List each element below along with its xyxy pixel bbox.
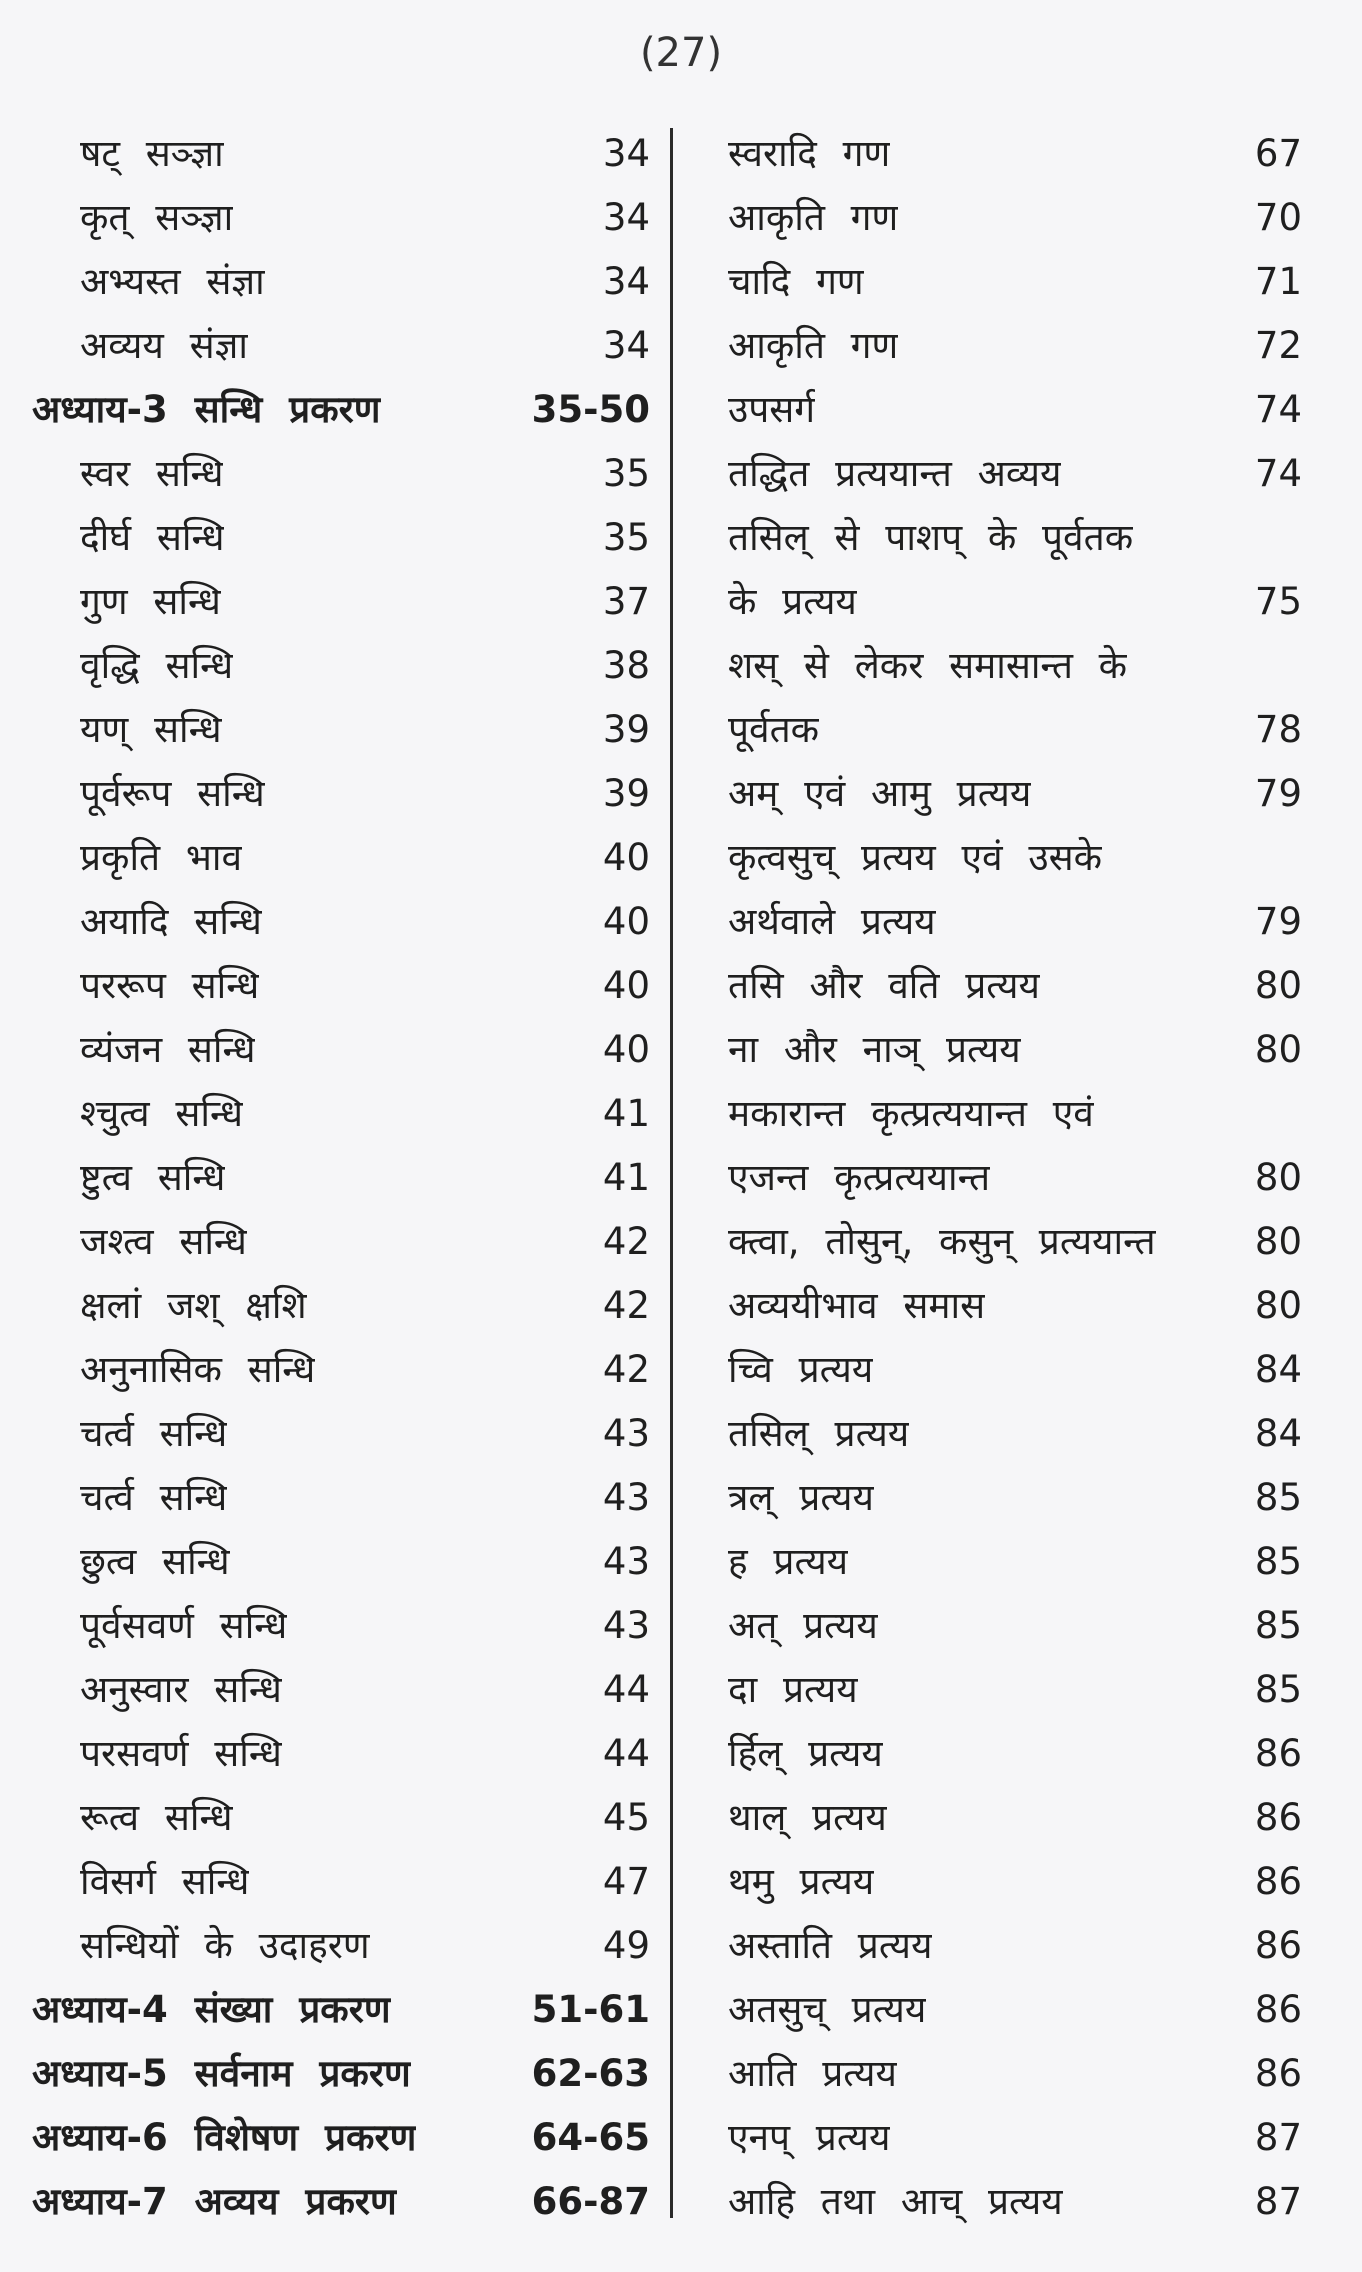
toc-entry-title: मकारान्त कृत्प्रत्ययान्त एवं (728, 1092, 1094, 1135)
toc-entry-row (32, 634, 650, 698)
toc-entry-title: ह प्रत्यय (728, 1540, 849, 1583)
toc-entry-row (32, 122, 650, 186)
toc-page-number: 80 (1254, 1220, 1302, 1263)
toc-entry-title: र्हिल् प्रत्यय (728, 1732, 883, 1775)
toc-entry-row (728, 1466, 1302, 1530)
toc-chapter-row (32, 2042, 650, 2106)
toc-entry-row (32, 1274, 650, 1338)
toc-entry-title: आकृति गण (728, 196, 899, 239)
toc-page-number: 42 (602, 1220, 650, 1263)
toc-entry-row (728, 1722, 1302, 1786)
toc-entry-row (32, 1082, 650, 1146)
toc-entry-title: अध्याय-4 संख्या प्रकरण (32, 1988, 391, 2031)
toc-page-number: 34 (602, 132, 650, 175)
toc-entry-title: अत् प्रत्यय (728, 1604, 878, 1647)
toc-entry-title: उपसर्ग (728, 388, 816, 431)
toc-entry-title: अध्याय-6 विशेषण प्रकरण (32, 2116, 417, 2159)
toc-entry-title: अम् एवं आमु प्रत्यय (728, 772, 1032, 815)
toc-entry-title: के प्रत्यय (728, 580, 857, 623)
toc-page-number: 87 (1254, 2116, 1302, 2159)
toc-entry-title: पूर्वतक (728, 708, 820, 751)
toc-page-number: 72 (1254, 324, 1302, 367)
toc-entry-row (728, 250, 1302, 314)
toc-entry-title: अध्याय-3 सन्धि प्रकरण (32, 388, 381, 431)
toc-entry-row (32, 954, 650, 1018)
toc-page-number: 64-65 (531, 2116, 650, 2159)
toc-page-number: 39 (602, 708, 650, 751)
toc-entry-row (728, 378, 1302, 442)
toc-entry-title: स्वरादि गण (728, 132, 891, 175)
toc-entry-title: शस् से लेकर समासान्त के (728, 644, 1128, 687)
toc-entry-title: क्त्वा, तोसुन्, कसुन् प्रत्ययान्त (728, 1220, 1156, 1263)
toc-page-number: 79 (1254, 772, 1302, 815)
toc-entry-title: तसिल् से पाशप् के पूर्वतक (728, 516, 1134, 559)
toc-entry-row (728, 826, 1302, 890)
toc-page-number: 43 (602, 1540, 650, 1583)
toc-entry-title: अतसुच् प्रत्यय (728, 1988, 927, 2031)
toc-entry-title: छुत्व सन्धि (80, 1540, 230, 1583)
toc-entry-row (728, 1018, 1302, 1082)
toc-entry-row (32, 1018, 650, 1082)
toc-page-number: 84 (1254, 1412, 1302, 1455)
toc-entry-row (32, 570, 650, 634)
toc-page-number: 66-87 (531, 2180, 650, 2223)
toc-page-number: 35 (602, 452, 650, 495)
toc-entry-title: व्यंजन सन्धि (80, 1028, 256, 1071)
toc-entry-title: थाल् प्रत्यय (728, 1796, 887, 1839)
toc-entry-title: प्रकृति भाव (80, 836, 243, 879)
toc-entry-row (32, 250, 650, 314)
toc-entry-row (728, 2170, 1302, 2234)
toc-entry-row (32, 1402, 650, 1466)
toc-page-number: 41 (602, 1092, 650, 1135)
toc-entry-row (728, 762, 1302, 826)
toc-entry-row (728, 570, 1302, 634)
toc-page-number: 43 (602, 1476, 650, 1519)
toc-entry-row (32, 1146, 650, 1210)
toc-entry-title: परसवर्ण सन्धि (80, 1732, 282, 1775)
toc-entry-row (728, 314, 1302, 378)
toc-entry-row (728, 1338, 1302, 1402)
toc-entry-title: अध्याय-5 सर्वनाम प्रकरण (32, 2052, 411, 2095)
toc-entry-row (728, 2106, 1302, 2170)
toc-right-column (728, 122, 1302, 2234)
toc-entry-row (32, 1658, 650, 1722)
toc-entry-row (32, 506, 650, 570)
toc-page-number: 85 (1254, 1540, 1302, 1583)
toc-entry-title: एनप् प्रत्यय (728, 2116, 891, 2159)
toc-page-number: 49 (602, 1924, 650, 1967)
toc-page-number: 85 (1254, 1604, 1302, 1647)
toc-page-number: 42 (602, 1348, 650, 1391)
toc-entry-row (728, 1146, 1302, 1210)
toc-entry-row (728, 2042, 1302, 2106)
toc-page-number: 62-63 (531, 2052, 650, 2095)
toc-entry-row (32, 1466, 650, 1530)
toc-entry-row (32, 1786, 650, 1850)
toc-entry-title: अयादि सन्धि (80, 900, 262, 943)
toc-entry-title: यण् सन्धि (80, 708, 222, 751)
toc-page-number: 80 (1254, 1028, 1302, 1071)
toc-entry-title: अव्यय संज्ञा (80, 324, 248, 367)
toc-entry-title: क्षलां जश् क्षशि (80, 1284, 307, 1327)
toc-page-number: 42 (602, 1284, 650, 1327)
toc-entry-title: अध्याय-7 अव्यय प्रकरण (32, 2180, 397, 2223)
toc-entry-row (728, 634, 1302, 698)
toc-entry-row (728, 1530, 1302, 1594)
toc-page-number: 40 (602, 900, 650, 943)
toc-entry-title: सन्धियों के उदाहरण (80, 1924, 370, 1967)
toc-entry-title: श्चुत्व सन्धि (80, 1092, 243, 1135)
toc-left-column (32, 122, 650, 2234)
toc-entry-row (728, 890, 1302, 954)
toc-entry-title: अर्थवाले प्रत्यय (728, 900, 936, 943)
toc-entry-row (728, 1402, 1302, 1466)
toc-entry-title: आति प्रत्यय (728, 2052, 897, 2095)
toc-entry-row (32, 826, 650, 890)
toc-entry-title: चादि गण (728, 260, 864, 303)
toc-entry-row (728, 1658, 1302, 1722)
toc-entry-row (32, 1722, 650, 1786)
toc-entry-row (32, 762, 650, 826)
toc-entry-title: अनुस्वार सन्धि (80, 1668, 282, 1711)
toc-page-number: 87 (1254, 2180, 1302, 2223)
toc-entry-row (32, 1594, 650, 1658)
toc-page-number: 67 (1254, 132, 1302, 175)
toc-entry-title: तसि और वति प्रत्यय (728, 964, 1040, 1007)
toc-entry-row (728, 1978, 1302, 2042)
toc-entry-row (32, 186, 650, 250)
toc-entry-row (32, 1850, 650, 1914)
toc-entry-title: तसिल् प्रत्यय (728, 1412, 910, 1455)
toc-entry-title: अनुनासिक सन्धि (80, 1348, 316, 1391)
toc-entry-title: पररूप सन्धि (80, 964, 260, 1007)
toc-page-number: 40 (602, 1028, 650, 1071)
toc-page-number: 84 (1254, 1348, 1302, 1391)
toc-chapter-row (32, 1978, 650, 2042)
toc-page-number: 51-61 (531, 1988, 650, 2031)
toc-entry-title: पूर्वसवर्ण सन्धि (80, 1604, 288, 1647)
toc-page-number: 74 (1254, 452, 1302, 495)
column-divider (670, 128, 673, 2218)
toc-entry-title: चर्त्व सन्धि (80, 1412, 228, 1455)
toc-page-number: 86 (1254, 1860, 1302, 1903)
toc-entry-row (728, 1914, 1302, 1978)
toc-entry-row (728, 1082, 1302, 1146)
toc-page-number: 34 (602, 196, 650, 239)
toc-page-number: 39 (602, 772, 650, 815)
toc-entry-row (728, 442, 1302, 506)
toc-page-number: 75 (1254, 580, 1302, 623)
toc-entry-row (32, 1530, 650, 1594)
toc-page-number: 43 (602, 1412, 650, 1455)
toc-page-number: 86 (1254, 1796, 1302, 1839)
toc-entry-title: स्वर सन्धि (80, 452, 224, 495)
toc-entry-title: जश्त्व सन्धि (80, 1220, 247, 1263)
toc-page-number: 41 (602, 1156, 650, 1199)
toc-entry-row (32, 1914, 650, 1978)
toc-page-number: 35-50 (531, 388, 650, 431)
toc-entry-row (728, 1786, 1302, 1850)
toc-page-number: 35 (602, 516, 650, 559)
toc-entry-title: पूर्वरूप सन्धि (80, 772, 265, 815)
toc-page-number: 43 (602, 1604, 650, 1647)
toc-entry-title: कृत् सञ्ज्ञा (80, 196, 234, 239)
toc-entry-row (728, 186, 1302, 250)
toc-page-number: 40 (602, 964, 650, 1007)
toc-chapter-row (32, 378, 650, 442)
toc-entry-title: आकृति गण (728, 324, 899, 367)
toc-page-number: 86 (1254, 2052, 1302, 2095)
toc-chapter-row (32, 2170, 650, 2234)
toc-entry-title: कृत्वसुच् प्रत्यय एवं उसके (728, 836, 1103, 879)
toc-entry-title: ष्टुत्व सन्धि (80, 1156, 226, 1199)
toc-page-number: 34 (602, 324, 650, 367)
toc-page-number: 34 (602, 260, 650, 303)
toc-page-number: 45 (602, 1796, 650, 1839)
toc-entry-title: तद्धित प्रत्ययान्त अव्यय (728, 452, 1062, 495)
toc-page-number: 47 (602, 1860, 650, 1903)
toc-entry-row (32, 698, 650, 762)
toc-entry-row (32, 442, 650, 506)
toc-entry-row (728, 1850, 1302, 1914)
toc-entry-title: थमु प्रत्यय (728, 1860, 875, 1903)
toc-entry-row (32, 890, 650, 954)
toc-page-number: 86 (1254, 1988, 1302, 2031)
toc-entry-title: षट् सञ्ज्ञा (80, 132, 224, 175)
toc-entry-title: गुण सन्धि (80, 580, 221, 623)
toc-entry-title: विसर्ग सन्धि (80, 1860, 250, 1903)
toc-entry-row (728, 698, 1302, 762)
toc-page-number: 71 (1254, 260, 1302, 303)
toc-entry-title: वृद्धि सन्धि (80, 644, 234, 687)
toc-page-number: 78 (1254, 708, 1302, 751)
toc-entry-row (728, 1210, 1302, 1274)
toc-entry-row (728, 506, 1302, 570)
toc-page-number: 85 (1254, 1668, 1302, 1711)
toc-page-number: 85 (1254, 1476, 1302, 1519)
toc-page-number: 80 (1254, 1284, 1302, 1327)
toc-page-number: 38 (602, 644, 650, 687)
toc-entry-row (32, 1338, 650, 1402)
toc-entry-title: अभ्यस्त संज्ञा (80, 260, 265, 303)
toc-page-number: 37 (602, 580, 650, 623)
toc-entry-title: रूत्व सन्धि (80, 1796, 233, 1839)
toc-page-number: 86 (1254, 1924, 1302, 1967)
toc-entry-title: एजन्त कृत्प्रत्ययान्त (728, 1156, 991, 1199)
toc-entry-title: त्रल् प्रत्यय (728, 1476, 874, 1519)
page-number: (27) (639, 30, 723, 76)
toc-entry-row (728, 954, 1302, 1018)
toc-page-number: 80 (1254, 1156, 1302, 1199)
toc-page-number: 70 (1254, 196, 1302, 239)
toc-page-number: 40 (602, 836, 650, 879)
toc-entry-title: अस्ताति प्रत्यय (728, 1924, 933, 1967)
toc-entry-row (32, 1210, 650, 1274)
toc-page-number: 80 (1254, 964, 1302, 1007)
toc-entry-title: च्वि प्रत्यय (728, 1348, 874, 1391)
toc-page-number: 86 (1254, 1732, 1302, 1775)
toc-entry-title: ना और नाञ् प्रत्यय (728, 1028, 1021, 1071)
toc-page-number: 44 (602, 1668, 650, 1711)
toc-page-number: 44 (602, 1732, 650, 1775)
toc-entry-row (728, 122, 1302, 186)
toc-entry-title: अव्ययीभाव समास (728, 1284, 986, 1327)
toc-entry-title: आहि तथा आच् प्रत्यय (728, 2180, 1063, 2223)
toc-entry-title: दीर्घ सन्धि (80, 516, 225, 559)
toc-page-number: 79 (1254, 900, 1302, 943)
toc-entry-row (728, 1594, 1302, 1658)
toc-entry-row (728, 1274, 1302, 1338)
toc-entry-title: चर्त्व सन्धि (80, 1476, 228, 1519)
toc-chapter-row (32, 2106, 650, 2170)
toc-entry-row (32, 314, 650, 378)
toc-entry-title: दा प्रत्यय (728, 1668, 858, 1711)
toc-page-number: 74 (1254, 388, 1302, 431)
